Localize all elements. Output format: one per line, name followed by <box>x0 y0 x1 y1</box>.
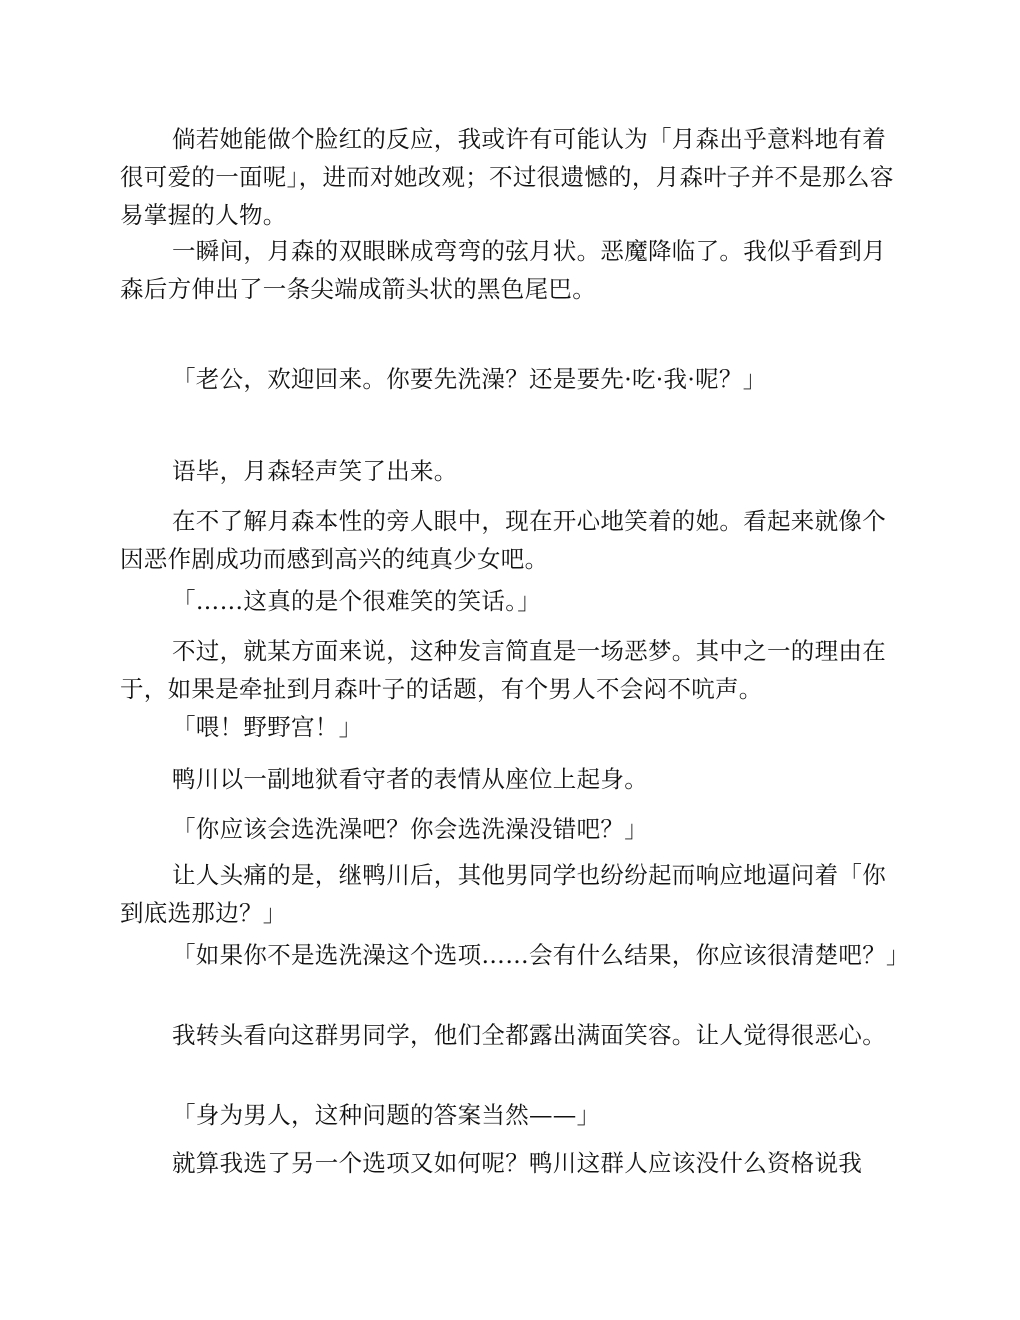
paragraph: 鸭川以一副地狱看守者的表情从座位上起身。 <box>172 765 648 793</box>
paragraph: 不过，就某方面来说，这种发言简直是一场恶梦。其中之一的理由在于，如果是牵扯到月森叶子的话题，有个男人不会闷不吭声。 <box>120 637 886 703</box>
paragraph: 我转头看向这群男同学，他们全都露出满面笑容。让人觉得很恶心。 <box>172 1021 886 1049</box>
paragraph: 语毕，月森轻声笑了出来。 <box>172 457 458 485</box>
dialogue-line: 「喂！野野宫！」 <box>172 713 363 741</box>
paragraph: 在不了解月森本性的旁人眼中，现在开心地笑着的她。看起来就像个因恶作剧成功而感到高兴的纯真少女吧。 <box>120 507 886 573</box>
paragraph: 一瞬间，月森的双眼眯成弯弯的弦月状。恶魔降临了。我似乎看到月森后方伸出了一条尖端成箭头状的黑色尾巴。 <box>120 237 886 303</box>
dialogue-line: 「……这真的是个很难笑的笑话。」 <box>172 587 542 615</box>
paragraph: 倘若她能做个脸红的反应，我或许有可能认为「月森出乎意料地有着很可爱的一面呢」，进而对她改观；不过很遗憾的，月森叶子并不是那么容易掌握的人物。 <box>120 125 894 229</box>
dialogue-line: 「身为男人，这种问题的答案当然——」 <box>172 1101 601 1129</box>
dialogue-line: 「老公，欢迎回来。你要先洗澡？还是要先·吃·我·呢？」 <box>172 365 767 393</box>
dialogue-line: 「你应该会选洗澡吧？你会选洗澡没错吧？」 <box>172 815 648 843</box>
paragraph: 让人头痛的是，继鸭川后，其他男同学也纷纷起而响应地逼问着「你到底选那边？」 <box>120 861 886 927</box>
paragraph: 就算我选了另一个选项又如何呢？鸭川这群人应该没什么资格说我 <box>172 1149 863 1177</box>
dialogue-line: 「如果你不是选洗澡这个选项……会有什么结果，你应该很清楚吧？」 <box>172 941 910 969</box>
